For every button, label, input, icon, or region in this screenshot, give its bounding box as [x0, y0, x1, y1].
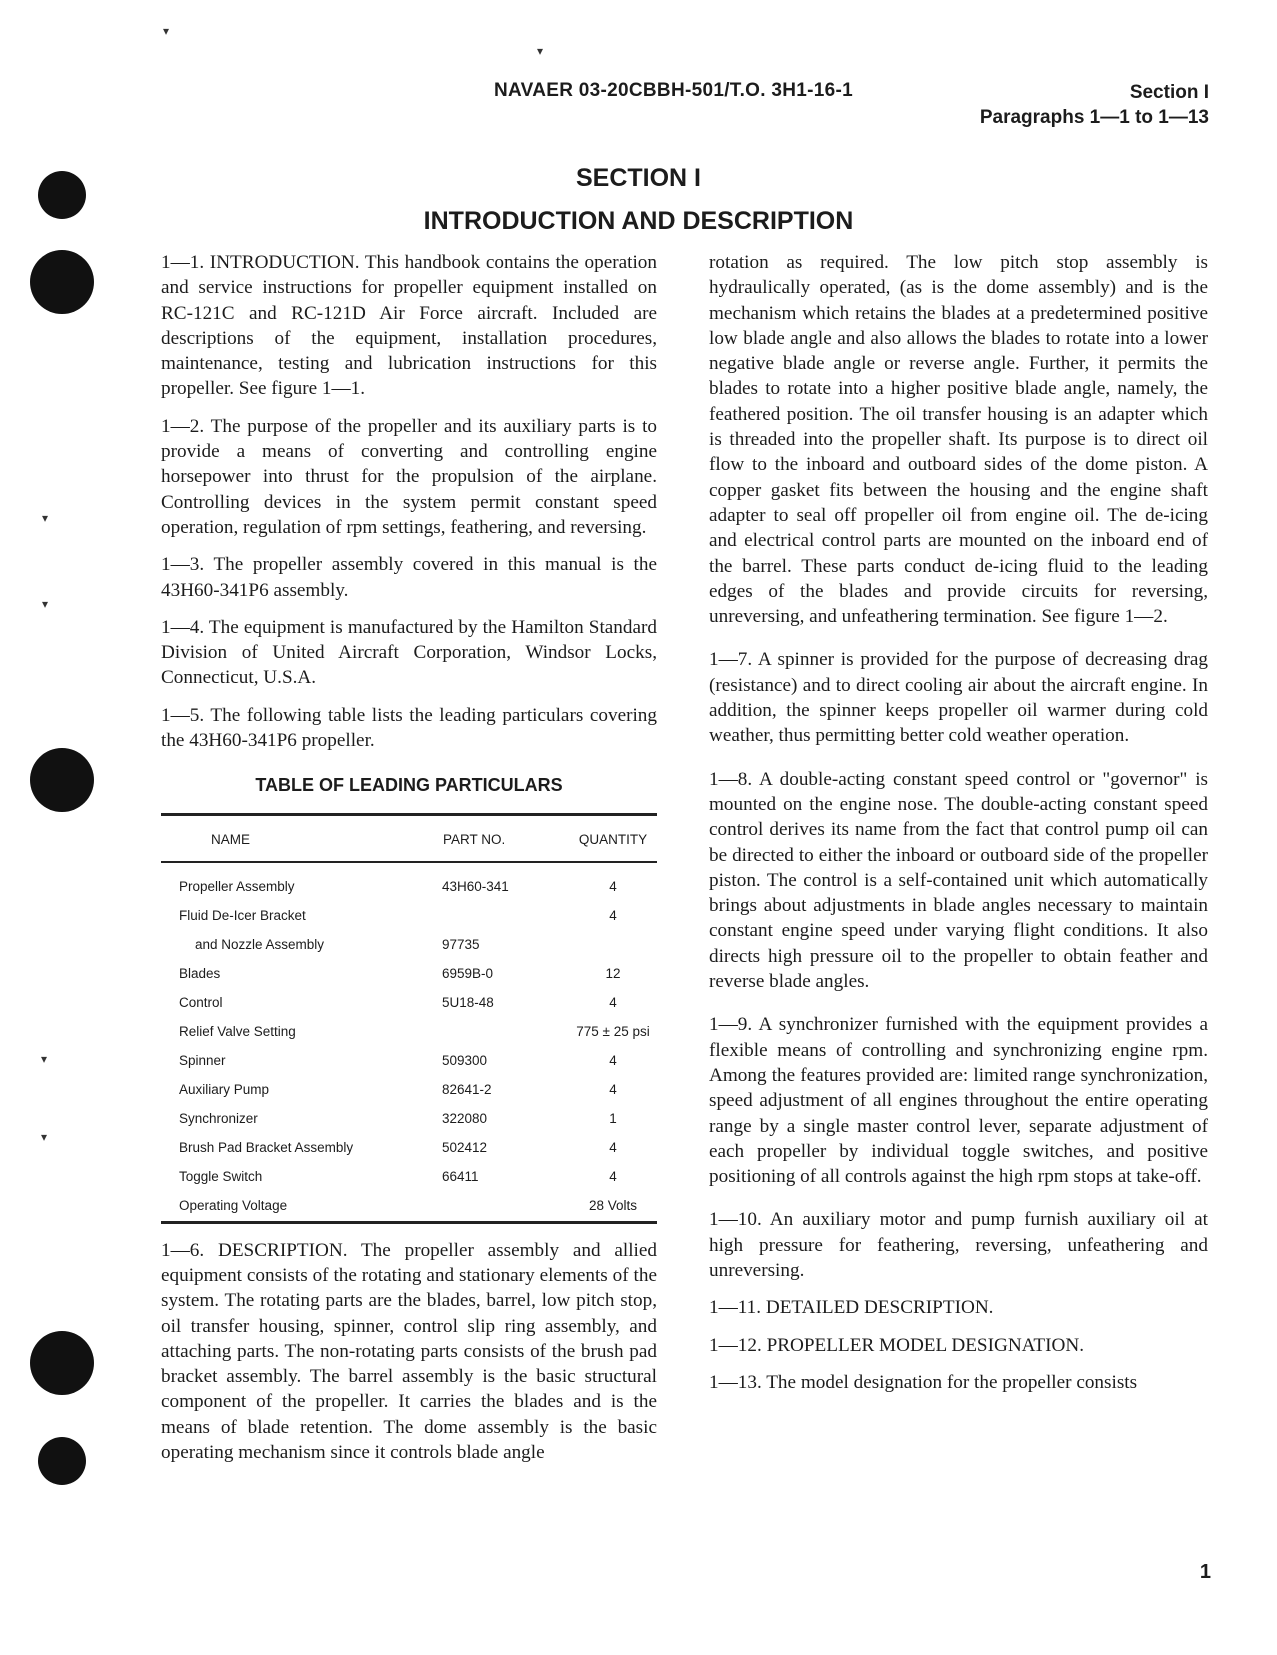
row-quantity: 4	[609, 1082, 617, 1098]
table-title: TABLE OF LEADING PARTICULARS	[255, 775, 563, 796]
row-part-no	[442, 902, 569, 931]
row-name: Synchronizer	[179, 1111, 258, 1127]
row-name: Spinner	[179, 1053, 226, 1069]
table-row	[161, 1134, 657, 1163]
document-id: NAVAER 03-20CBBH-501/T.O. 3H1-16-1	[494, 80, 853, 101]
row-name: Brush Pad Bracket Assembly	[179, 1140, 354, 1156]
row-quantity: 775 ± 25 psi	[576, 1024, 650, 1040]
paragraph-1-4: 1—4. The equipment is manufactured by the Hamilton Standard Division of United Aircraft Corporation, Windsor Locks, Connecticut, U.S.A.	[161, 616, 657, 689]
row-name: Auxiliary Pump	[179, 1082, 270, 1098]
paragraph-1-2: 1—2. The purpose of the propeller and its auxiliary parts is to provide a means of converting and controlling engine horsepower into thrust for the propulsion of the airplane. Controlling devices in the system permit constant speed operation, regulation of rpm settings, feathering, and reversing.	[161, 415, 657, 538]
table-row	[161, 1047, 657, 1076]
row-name: Toggle Switch	[179, 1169, 263, 1185]
binder-hole	[30, 250, 94, 314]
paragraph-1-6: 1—6. DESCRIPTION. The propeller assembly and allied equipment consists of the rotating and stationary elements of the system. The rotating parts are the blades, barrel, low pitch stop, oil transfer housing, spinner, control slip ring assembly, and attaching parts. The non-rotating parts consists of the brush pad bracket assembly. The barrel assembly is the basic structural component of the propeller. It carries the blades and is the means of blade retention. The dome assembly is the basic operating mechanism since it controls blade angle	[161, 1239, 657, 1464]
binder-hole	[30, 748, 94, 812]
paragraph-1-3: 1—3. The propeller assembly covered in this manual is the 43H60-341P6 assembly.	[161, 554, 657, 601]
row-name: Propeller Assembly	[179, 879, 295, 895]
row-quantity: 4	[609, 995, 617, 1011]
table-row	[161, 1192, 657, 1223]
row-part-no: 322080	[442, 1111, 488, 1127]
row-name: Relief Valve Setting	[179, 1024, 296, 1040]
row-quantity: 4	[609, 1053, 617, 1069]
section-subtitle: INTRODUCTION AND DESCRIPTION	[423, 207, 854, 235]
column-header-quantity: QUANTITY	[569, 814, 657, 862]
table-row	[161, 931, 657, 960]
row-quantity: 28 Volts	[588, 1198, 638, 1214]
margin-mark: ▾	[537, 44, 544, 58]
row-name: Control	[179, 995, 223, 1011]
paragraph-1-10: 1—10. An auxiliary motor and pump furnish auxiliary oil at high pressure for feathering, reversing, unfeathering and unreversing.	[709, 1209, 1208, 1281]
table-row	[161, 902, 657, 931]
paragraph-1-12: 1—12. PROPELLER MODEL DESIGNATION.	[709, 1334, 1085, 1356]
table-row	[161, 989, 657, 1018]
paragraph-1-11: 1—11. DETAILED DESCRIPTION.	[709, 1297, 994, 1319]
leading-particulars-table	[161, 813, 657, 1224]
page-header-right	[980, 80, 1209, 130]
table-row	[161, 1018, 657, 1047]
row-part-no: 66411	[442, 1169, 479, 1185]
margin-mark: ▾	[42, 597, 49, 611]
row-quantity: 12	[605, 966, 621, 982]
row-part-no: 97735	[442, 937, 480, 953]
row-name: and Nozzle Assembly	[195, 937, 325, 953]
row-name: Fluid De-Icer Bracket	[179, 908, 306, 924]
row-part-no: 43H60-341	[442, 879, 509, 895]
table-row	[161, 862, 657, 902]
paragraph-1-6-continued: rotation as required. The low pitch stop assembly is hydraulically operated, (as is the dome assembly) and is the mechanism which retains the blades at a predetermined positive low blade angle and also allows the blades to rotate into a lower negative blade angle or reverse angle. Further, it permits the blades to rotate into a higher positive blade angle, namely, the feathered position. The oil transfer housing is an adapter which is threaded into the propeller shaft. Its purpose is to direct oil flow to the inboard and outboard sides of the dome piston. A copper gasket fits between the housing and the engine shaft adapter to seal off propeller oil from engine oil. The de-icing and electrical control parts are mounted on the inboard end of the barrel. These parts conduct de-icing fluid to the leading edges of the blades and provide circuits for reversing, unreversing, and unfeathering termination. See figure 1—2.	[709, 252, 1208, 628]
paragraph-1-5: 1—5. The following table lists the leading particulars covering the 43H60-341P6 propeller.	[161, 704, 657, 752]
binder-hole	[38, 1437, 86, 1485]
column-header-part-no: PART NO.	[442, 814, 569, 862]
row-part-no: 502412	[442, 1140, 488, 1156]
row-part-no: 6959B-0	[442, 966, 494, 982]
margin-mark: ▾	[163, 24, 170, 38]
row-part-no: 5U18-48	[442, 995, 494, 1011]
row-quantity: 4	[609, 908, 617, 924]
table-row	[161, 1105, 657, 1134]
row-quantity	[569, 931, 657, 960]
paragraph-1-7: 1—7. A spinner is provided for the purpose of decreasing drag (resistance) and to direct cooling air about the aircraft engine. In addition, the spinner keeps propeller oil warmer during cold weather, thus permitting better cold weather operation.	[709, 649, 1208, 747]
margin-mark: ▾	[41, 1130, 48, 1144]
section-label: Section I	[1129, 82, 1209, 103]
left-column	[161, 250, 657, 1477]
row-part-no: 82641-2	[442, 1082, 492, 1098]
right-column	[709, 250, 1208, 1407]
paragraph-1-13: 1—13. The model designation for the propeller consists	[709, 1371, 1138, 1393]
margin-mark: ▾	[41, 1052, 48, 1066]
table-header-row	[161, 814, 657, 862]
paragraph-1-8: 1—8. A double-acting constant speed control or "governor" is mounted on the engine nose. The double-acting constant speed control derives its name from the fact that control pump oil can be directed to either the inboard or outboard side of the propeller piston. The control is a self-contained unit which automatically brings about adjustments in blade angles necessary to maintain constant engine speed under varying flight conditions. It also directs high pressure oil to the propeller to obtain feather and reverse blade angles.	[709, 768, 1208, 993]
row-part-no	[442, 1018, 569, 1047]
page-number: 1	[1199, 1561, 1211, 1583]
paragraph-1-1: 1—1. INTRODUCTION. This handbook contains the operation and service instructions for propeller equipment installed on RC-121C and RC-121D Air Force aircraft. Included are descriptions of the equipment, installation procedures, maintenance, testing and lubrication instructions for this propeller. See figure 1—1.	[161, 252, 657, 400]
row-quantity: 4	[609, 1169, 617, 1185]
table-row	[161, 1163, 657, 1192]
table-row	[161, 1076, 657, 1105]
row-quantity: 1	[609, 1111, 617, 1127]
row-part-no	[442, 1192, 569, 1223]
section-title: SECTION I	[575, 164, 701, 192]
margin-mark: ▾	[42, 511, 49, 525]
column-header-name: NAME	[161, 814, 442, 862]
row-name: Blades	[179, 966, 221, 982]
table-row	[161, 960, 657, 989]
row-part-no: 509300	[442, 1053, 488, 1069]
row-quantity: 4	[609, 1140, 617, 1156]
paragraph-range: Paragraphs 1—1 to 1—13	[979, 107, 1209, 128]
paragraph-1-9: 1—9. A synchronizer furnished with the equipment provides a flexible means of controlling and synchronizing engine rpm. Among the features provided are: limited range synchronization, speed adjustment of all engines throughout the entire operating range by a single master control lever, separate adjustment of each propeller by individual toggle switches, and positive positioning of all controls against the high rpm stops at take-off.	[709, 1014, 1208, 1188]
binder-hole	[30, 1331, 94, 1395]
row-quantity: 4	[609, 879, 617, 895]
row-name: Operating Voltage	[179, 1198, 288, 1214]
